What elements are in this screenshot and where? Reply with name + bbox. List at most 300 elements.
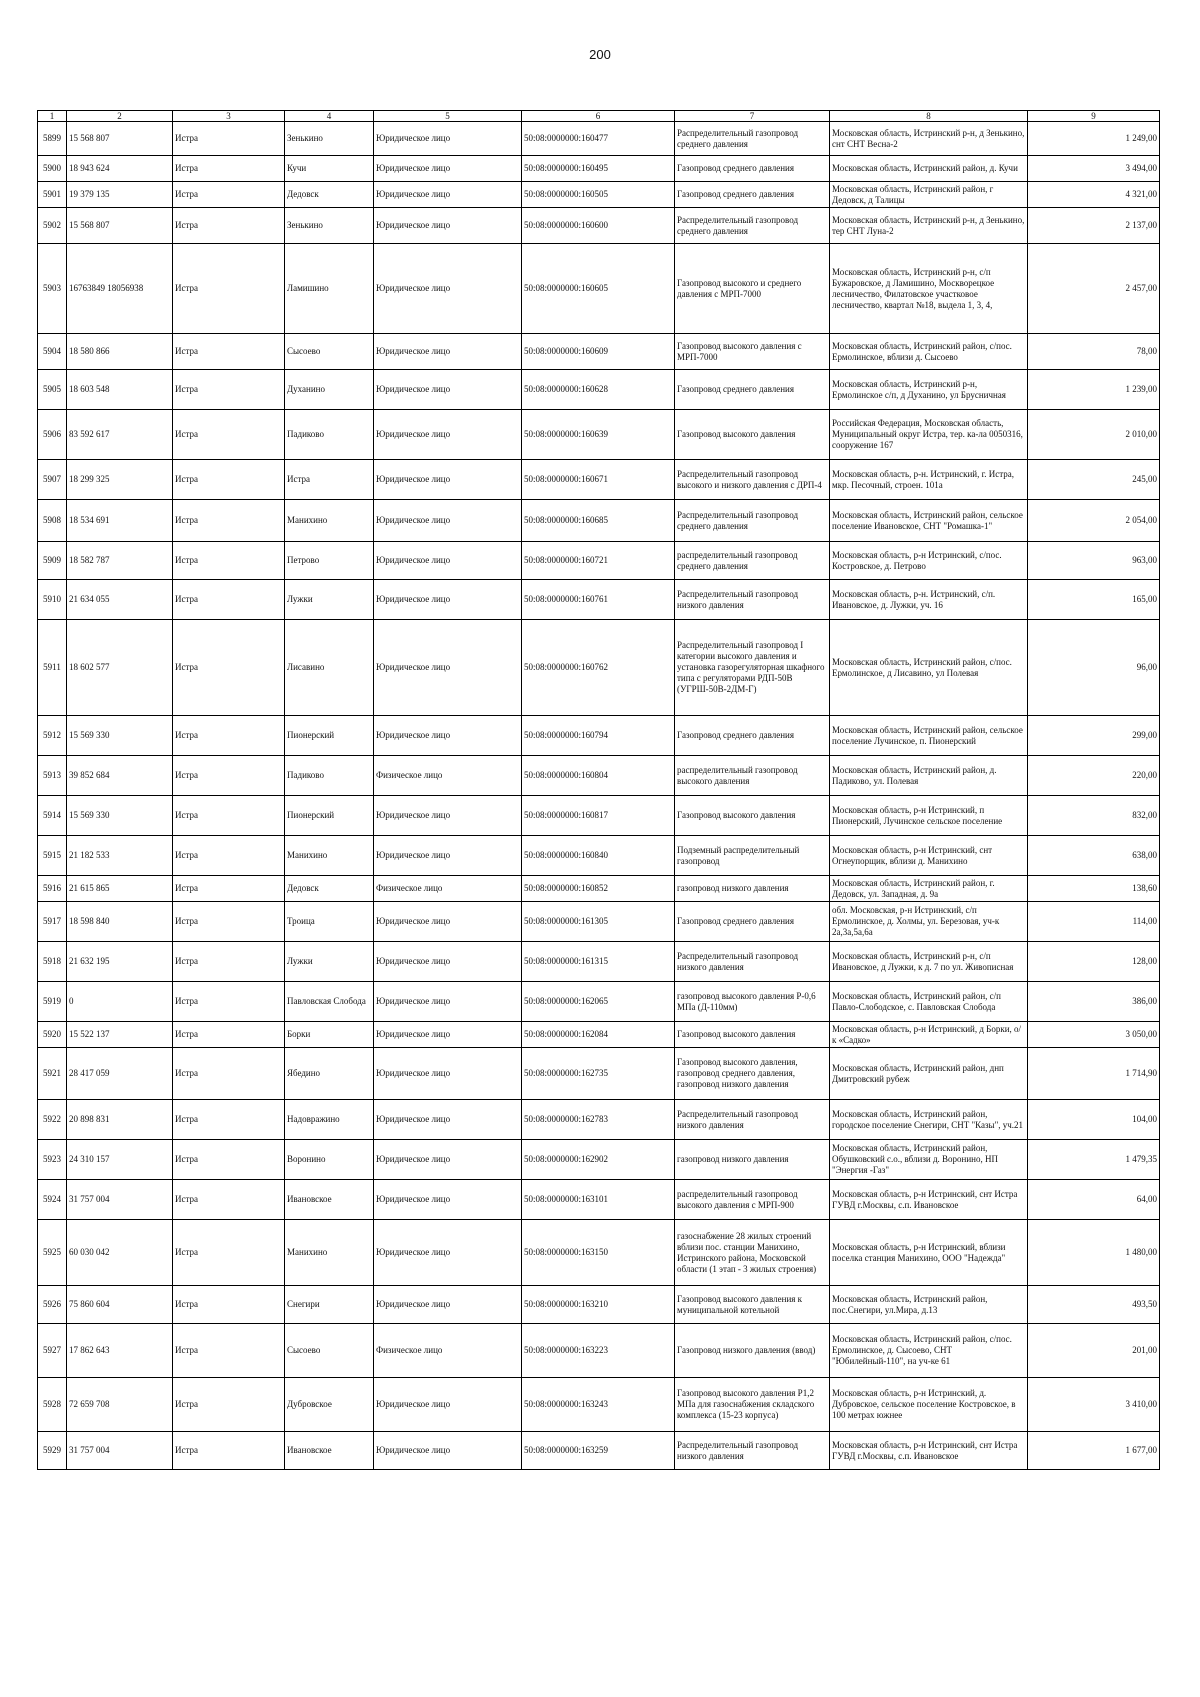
locality-cell: Дедовск — [285, 876, 374, 902]
municipality-cell: Истра — [173, 1180, 285, 1220]
municipality-cell: Истра — [173, 982, 285, 1022]
row-number-cell: 5907 — [38, 460, 67, 500]
object-name-cell: Газопровод высокого давления, газопровод среднего давления, газопровод низкого давления — [675, 1048, 830, 1100]
object-name-cell: Распределительный газопровод высокого и низкого давления с ДРП-4 — [675, 460, 830, 500]
row-number-cell: 5927 — [38, 1324, 67, 1378]
owner-type-cell: Юридическое лицо — [374, 982, 522, 1022]
length-cell: 1 677,00 — [1028, 1432, 1160, 1470]
address-cell: Московская область, Истринский район, Обушковский с.о., вблизи д. Воронино, НП "Энергия -Газ" — [830, 1140, 1028, 1180]
length-cell: 3 410,00 — [1028, 1378, 1160, 1432]
cadastral-number-cell: 50:08:0000000:162783 — [522, 1100, 675, 1140]
object-name-cell: Газопровод высокого давления с МРП-7000 — [675, 334, 830, 370]
municipality-cell: Истра — [173, 460, 285, 500]
length-cell: 832,00 — [1028, 796, 1160, 836]
cadastral-number-cell: 50:08:0000000:161305 — [522, 902, 675, 942]
municipality-cell: Истра — [173, 410, 285, 460]
locality-cell: Сысоево — [285, 334, 374, 370]
address-cell: Московская область, Истринский район, городское поселение Снегири, СНТ "Казы", уч.21 — [830, 1100, 1028, 1140]
row-number-cell: 5901 — [38, 182, 67, 208]
row-number-cell: 5915 — [38, 836, 67, 876]
length-cell: 493,50 — [1028, 1286, 1160, 1324]
length-cell: 2 457,00 — [1028, 244, 1160, 334]
object-name-cell: газоснабжение 28 жилых строений вблизи пос. станции Манихино, Истринского района, Московской области (1 этап - 3 жилых строения) — [675, 1220, 830, 1286]
municipality-cell: Истра — [173, 370, 285, 410]
length-cell: 1 479,35 — [1028, 1140, 1160, 1180]
address-cell: Московская область, Истринский р-н, с/п Ивановское, д Лужки, к д. 7 по ул. Живописная — [830, 942, 1028, 982]
table-row — [38, 208, 1160, 244]
cadastral-number-cell: 50:08:0000000:160804 — [522, 756, 675, 796]
object-name-cell: Газопровод высокого давления к муниципальной котельной — [675, 1286, 830, 1324]
object-name-cell: Подземный распределительный газопровод — [675, 836, 830, 876]
table-row — [38, 460, 1160, 500]
table-row — [38, 1100, 1160, 1140]
cadastral-number-cell: 50:08:0000000:162902 — [522, 1140, 675, 1180]
locality-cell: Ивановское — [285, 1180, 374, 1220]
object-name-cell: распределительный газопровод высокого давления с МРП-900 — [675, 1180, 830, 1220]
inventory-number-cell: 15 569 330 — [67, 716, 173, 756]
owner-type-cell: Юридическое лицо — [374, 156, 522, 182]
table-row — [38, 796, 1160, 836]
table-row — [38, 1286, 1160, 1324]
municipality-cell: Истра — [173, 122, 285, 156]
length-cell: 1 480,00 — [1028, 1220, 1160, 1286]
inventory-number-cell: 18 943 624 — [67, 156, 173, 182]
length-cell: 2 137,00 — [1028, 208, 1160, 244]
address-cell: Московская область, р-н Истринский, п Пионерский, Лучинское сельское поселение — [830, 796, 1028, 836]
locality-cell: Манихино — [285, 1220, 374, 1286]
column-header: 2 — [67, 111, 173, 122]
object-name-cell: Газопровод среднего давления — [675, 370, 830, 410]
municipality-cell: Истра — [173, 208, 285, 244]
address-cell: Московская область, Истринский район, пос.Снегири, ул.Мира, д.13 — [830, 1286, 1028, 1324]
municipality-cell: Истра — [173, 334, 285, 370]
length-cell: 1 714,90 — [1028, 1048, 1160, 1100]
address-cell: Московская область, р-н. Истринский, г. Истра, мкр. Песочный, строен. 101а — [830, 460, 1028, 500]
row-number-cell: 5900 — [38, 156, 67, 182]
inventory-number-cell: 83 592 617 — [67, 410, 173, 460]
length-cell: 2 054,00 — [1028, 500, 1160, 542]
cadastral-number-cell: 50:08:0000000:162735 — [522, 1048, 675, 1100]
table-row — [38, 500, 1160, 542]
owner-type-cell: Юридическое лицо — [374, 580, 522, 620]
locality-cell: Сысоево — [285, 1324, 374, 1378]
owner-type-cell: Юридическое лицо — [374, 836, 522, 876]
municipality-cell: Истра — [173, 756, 285, 796]
table-row — [38, 902, 1160, 942]
object-name-cell: распределительный газопровод среднего давления — [675, 542, 830, 580]
inventory-number-cell: 15 522 137 — [67, 1022, 173, 1048]
row-number-cell: 5899 — [38, 122, 67, 156]
cadastral-number-cell: 50:08:0000000:160762 — [522, 620, 675, 716]
table-row — [38, 370, 1160, 410]
municipality-cell: Истра — [173, 244, 285, 334]
object-name-cell: Газопровод среднего давления — [675, 156, 830, 182]
address-cell: Московская область, Истринский район, днп Дмитровский рубеж — [830, 1048, 1028, 1100]
length-cell: 114,00 — [1028, 902, 1160, 942]
table-row — [38, 942, 1160, 982]
municipality-cell: Истра — [173, 1324, 285, 1378]
table-row — [38, 876, 1160, 902]
owner-type-cell: Юридическое лицо — [374, 208, 522, 244]
inventory-number-cell: 16763849 18056938 — [67, 244, 173, 334]
cadastral-number-cell: 50:08:0000000:163259 — [522, 1432, 675, 1470]
municipality-cell: Истра — [173, 542, 285, 580]
owner-type-cell: Юридическое лицо — [374, 460, 522, 500]
owner-type-cell: Юридическое лицо — [374, 1048, 522, 1100]
municipality-cell: Истра — [173, 1432, 285, 1470]
table-row — [38, 756, 1160, 796]
address-cell: Московская область, р-н. Истринский, с/п. Ивановское, д. Лужки, уч. 16 — [830, 580, 1028, 620]
row-number-cell: 5929 — [38, 1432, 67, 1470]
owner-type-cell: Физическое лицо — [374, 756, 522, 796]
table-row — [38, 542, 1160, 580]
owner-type-cell: Юридическое лицо — [374, 942, 522, 982]
object-name-cell: Распределительный газопровод низкого давления — [675, 580, 830, 620]
column-header: 7 — [675, 111, 830, 122]
municipality-cell: Истра — [173, 796, 285, 836]
locality-cell: Пионерский — [285, 796, 374, 836]
object-name-cell: Газопровод высокого давления — [675, 410, 830, 460]
cadastral-number-cell: 50:08:0000000:160609 — [522, 334, 675, 370]
cadastral-number-cell: 50:08:0000000:163243 — [522, 1378, 675, 1432]
address-cell: Московская область, р-н Истринский, снт Истра ГУВД г.Москвы, с.п. Ивановское — [830, 1180, 1028, 1220]
row-number-cell: 5908 — [38, 500, 67, 542]
locality-cell: Снегири — [285, 1286, 374, 1324]
object-name-cell: Газопровод среднего давления — [675, 182, 830, 208]
address-cell: обл. Московская, р-н Истринский, с/п Ермолинское, д. Холмы, ул. Березовая, уч-к 2а,3а,5а,6а — [830, 902, 1028, 942]
owner-type-cell: Физическое лицо — [374, 1324, 522, 1378]
column-header: 9 — [1028, 111, 1160, 122]
row-number-cell: 5913 — [38, 756, 67, 796]
inventory-number-cell: 39 852 684 — [67, 756, 173, 796]
locality-cell: Лисавино — [285, 620, 374, 716]
cadastral-number-cell: 50:08:0000000:163101 — [522, 1180, 675, 1220]
row-number-cell: 5921 — [38, 1048, 67, 1100]
inventory-number-cell: 18 582 787 — [67, 542, 173, 580]
inventory-number-cell: 60 030 042 — [67, 1220, 173, 1286]
address-cell: Московская область, Истринский район, д. Кучи — [830, 156, 1028, 182]
table-row — [38, 182, 1160, 208]
locality-cell: Манихино — [285, 500, 374, 542]
owner-type-cell: Юридическое лицо — [374, 902, 522, 942]
object-name-cell: газопровод низкого давления — [675, 876, 830, 902]
register-table — [37, 110, 1160, 1470]
row-number-cell: 5924 — [38, 1180, 67, 1220]
locality-cell: Истра — [285, 460, 374, 500]
inventory-number-cell: 18 534 691 — [67, 500, 173, 542]
length-cell: 165,00 — [1028, 580, 1160, 620]
owner-type-cell: Юридическое лицо — [374, 1100, 522, 1140]
length-cell: 1 249,00 — [1028, 122, 1160, 156]
table-row — [38, 122, 1160, 156]
row-number-cell: 5914 — [38, 796, 67, 836]
owner-type-cell: Юридическое лицо — [374, 716, 522, 756]
address-cell: Московская область, р-н Истринский, снт Огнеупорщик, вблизи д. Манихино — [830, 836, 1028, 876]
municipality-cell: Истра — [173, 182, 285, 208]
table-row — [38, 1048, 1160, 1100]
inventory-number-cell: 18 602 577 — [67, 620, 173, 716]
municipality-cell: Истра — [173, 1140, 285, 1180]
table-body — [38, 122, 1160, 1470]
row-number-cell: 5916 — [38, 876, 67, 902]
cadastral-number-cell: 50:08:0000000:160721 — [522, 542, 675, 580]
cadastral-number-cell: 50:08:0000000:163223 — [522, 1324, 675, 1378]
owner-type-cell: Юридическое лицо — [374, 182, 522, 208]
object-name-cell: Газопровод низкого давления (ввод) — [675, 1324, 830, 1378]
cadastral-number-cell: 50:08:0000000:160794 — [522, 716, 675, 756]
object-name-cell: Распределительный газопровод низкого давления — [675, 1100, 830, 1140]
table-row — [38, 620, 1160, 716]
inventory-number-cell: 21 634 055 — [67, 580, 173, 620]
owner-type-cell: Юридическое лицо — [374, 620, 522, 716]
object-name-cell: Газопровод высокого давления Р1,2 МПа для газоснабжения складского комплекса (15-23 корпуса) — [675, 1378, 830, 1432]
address-cell: Московская область, Истринский район, с/пос. Ермолинское, д Лисавино, ул Полевая — [830, 620, 1028, 716]
locality-cell: Кучи — [285, 156, 374, 182]
length-cell: 220,00 — [1028, 756, 1160, 796]
row-number-cell: 5926 — [38, 1286, 67, 1324]
row-number-cell: 5920 — [38, 1022, 67, 1048]
column-header: 6 — [522, 111, 675, 122]
owner-type-cell: Юридическое лицо — [374, 1180, 522, 1220]
locality-cell: Петрово — [285, 542, 374, 580]
owner-type-cell: Юридическое лицо — [374, 796, 522, 836]
owner-type-cell: Юридическое лицо — [374, 542, 522, 580]
inventory-number-cell: 20 898 831 — [67, 1100, 173, 1140]
cadastral-number-cell: 50:08:0000000:160477 — [522, 122, 675, 156]
row-number-cell: 5928 — [38, 1378, 67, 1432]
inventory-number-cell: 24 310 157 — [67, 1140, 173, 1180]
locality-cell: Зенькино — [285, 122, 374, 156]
row-number-cell: 5918 — [38, 942, 67, 982]
row-number-cell: 5925 — [38, 1220, 67, 1286]
owner-type-cell: Юридическое лицо — [374, 410, 522, 460]
length-cell: 299,00 — [1028, 716, 1160, 756]
locality-cell: Падиково — [285, 756, 374, 796]
municipality-cell: Истра — [173, 876, 285, 902]
cadastral-number-cell: 50:08:0000000:160685 — [522, 500, 675, 542]
address-cell: Московская область, р-н Истринский, с/пос. Костровское, д. Петрово — [830, 542, 1028, 580]
cadastral-number-cell: 50:08:0000000:161315 — [522, 942, 675, 982]
table-row — [38, 1432, 1160, 1470]
cadastral-number-cell: 50:08:0000000:162084 — [522, 1022, 675, 1048]
inventory-number-cell: 18 299 325 — [67, 460, 173, 500]
cadastral-number-cell: 50:08:0000000:160671 — [522, 460, 675, 500]
municipality-cell: Истра — [173, 1286, 285, 1324]
row-number-cell: 5912 — [38, 716, 67, 756]
locality-cell: Ламишино — [285, 244, 374, 334]
table-row — [38, 1022, 1160, 1048]
object-name-cell: Газопровод среднего давления — [675, 716, 830, 756]
table-row — [38, 244, 1160, 334]
object-name-cell: распределительный газопровод высокого давления — [675, 756, 830, 796]
table-row — [38, 1140, 1160, 1180]
inventory-number-cell: 17 862 643 — [67, 1324, 173, 1378]
length-cell: 638,00 — [1028, 836, 1160, 876]
table-row — [38, 1220, 1160, 1286]
table-row — [38, 1378, 1160, 1432]
row-number-cell: 5902 — [38, 208, 67, 244]
municipality-cell: Истра — [173, 156, 285, 182]
cadastral-number-cell: 50:08:0000000:162065 — [522, 982, 675, 1022]
object-name-cell: Газопровод высокого давления — [675, 1022, 830, 1048]
address-cell: Московская область, Истринский р-н, д Зенькино, тер СНТ Луна-2 — [830, 208, 1028, 244]
address-cell: Московская область, Истринский район, г Дедовск, д Талицы — [830, 182, 1028, 208]
inventory-number-cell: 15 569 330 — [67, 796, 173, 836]
table-row — [38, 836, 1160, 876]
locality-cell: Манихино — [285, 836, 374, 876]
object-name-cell: Газопровод среднего давления — [675, 902, 830, 942]
locality-cell: Зенькино — [285, 208, 374, 244]
row-number-cell: 5919 — [38, 982, 67, 1022]
table-row — [38, 982, 1160, 1022]
object-name-cell: Распределительный газопровод среднего давления — [675, 122, 830, 156]
municipality-cell: Истра — [173, 580, 285, 620]
length-cell: 3 050,00 — [1028, 1022, 1160, 1048]
municipality-cell: Истра — [173, 902, 285, 942]
owner-type-cell: Юридическое лицо — [374, 1022, 522, 1048]
table-row — [38, 156, 1160, 182]
table-row — [38, 1324, 1160, 1378]
length-cell: 64,00 — [1028, 1180, 1160, 1220]
owner-type-cell: Юридическое лицо — [374, 1220, 522, 1286]
municipality-cell: Истра — [173, 1022, 285, 1048]
row-number-cell: 5923 — [38, 1140, 67, 1180]
length-cell: 4 321,00 — [1028, 182, 1160, 208]
locality-cell: Лужки — [285, 580, 374, 620]
row-number-cell: 5903 — [38, 244, 67, 334]
owner-type-cell: Юридическое лицо — [374, 1378, 522, 1432]
address-cell: Московская область, р-н Истринский, снт Истра ГУВД г.Москвы, с.п. Ивановское — [830, 1432, 1028, 1470]
inventory-number-cell: 72 659 708 — [67, 1378, 173, 1432]
object-name-cell: Распределительный газопровод среднего давления — [675, 500, 830, 542]
owner-type-cell: Юридическое лицо — [374, 334, 522, 370]
locality-cell: Троица — [285, 902, 374, 942]
address-cell: Российская Федерация, Московская область, Муниципальный округ Истра, тер. ка-ла 0050316, сооружение 167 — [830, 410, 1028, 460]
object-name-cell: Распределительный газопровод низкого давления — [675, 1432, 830, 1470]
page-number: 200 — [589, 47, 611, 62]
cadastral-number-cell: 50:08:0000000:160761 — [522, 580, 675, 620]
row-number-cell: 5922 — [38, 1100, 67, 1140]
owner-type-cell: Юридическое лицо — [374, 1286, 522, 1324]
owner-type-cell: Юридическое лицо — [374, 1140, 522, 1180]
address-cell: Московская область, Истринский р-н, д Зенькино, снт СНТ Весна-2 — [830, 122, 1028, 156]
object-name-cell: Газопровод высокого давления — [675, 796, 830, 836]
inventory-number-cell: 31 757 004 — [67, 1180, 173, 1220]
table-row — [38, 716, 1160, 756]
inventory-number-cell: 18 580 866 — [67, 334, 173, 370]
column-header: 5 — [374, 111, 522, 122]
inventory-number-cell: 18 603 548 — [67, 370, 173, 410]
length-cell: 2 010,00 — [1028, 410, 1160, 460]
owner-type-cell: Юридическое лицо — [374, 122, 522, 156]
inventory-number-cell: 21 182 533 — [67, 836, 173, 876]
inventory-number-cell: 75 860 604 — [67, 1286, 173, 1324]
owner-type-cell: Юридическое лицо — [374, 370, 522, 410]
cadastral-number-cell: 50:08:0000000:160605 — [522, 244, 675, 334]
cadastral-number-cell: 50:08:0000000:160600 — [522, 208, 675, 244]
object-name-cell: Распределительный газопровод низкого давления — [675, 942, 830, 982]
row-number-cell: 5917 — [38, 902, 67, 942]
locality-cell: Ивановское — [285, 1432, 374, 1470]
locality-cell: Духанино — [285, 370, 374, 410]
address-cell: Московская область, Истринский р-н, Ермолинское с/п, д Духанино, ул Брусничная — [830, 370, 1028, 410]
locality-cell: Павловская Слобода — [285, 982, 374, 1022]
owner-type-cell: Юридическое лицо — [374, 244, 522, 334]
cadastral-number-cell: 50:08:0000000:160639 — [522, 410, 675, 460]
table-row — [38, 1180, 1160, 1220]
length-cell: 1 239,00 — [1028, 370, 1160, 410]
column-header: 1 — [38, 111, 67, 122]
inventory-number-cell: 21 632 195 — [67, 942, 173, 982]
municipality-cell: Истра — [173, 500, 285, 542]
cadastral-number-cell: 50:08:0000000:160852 — [522, 876, 675, 902]
table-row — [38, 580, 1160, 620]
row-number-cell: 5905 — [38, 370, 67, 410]
inventory-number-cell: 21 615 865 — [67, 876, 173, 902]
locality-cell: Лужки — [285, 942, 374, 982]
municipality-cell: Истра — [173, 942, 285, 982]
cadastral-number-cell: 50:08:0000000:160817 — [522, 796, 675, 836]
cadastral-number-cell: 50:08:0000000:163150 — [522, 1220, 675, 1286]
address-cell: Московская область, Истринский район, с/п Павло-Слободское, с. Павловская Слобода — [830, 982, 1028, 1022]
table-row — [38, 334, 1160, 370]
municipality-cell: Истра — [173, 1048, 285, 1100]
inventory-number-cell: 31 757 004 — [67, 1432, 173, 1470]
inventory-number-cell: 28 417 059 — [67, 1048, 173, 1100]
municipality-cell: Истра — [173, 1220, 285, 1286]
row-number-cell: 5906 — [38, 410, 67, 460]
length-cell: 963,00 — [1028, 542, 1160, 580]
row-number-cell: 5904 — [38, 334, 67, 370]
address-cell: Московская область, Истринский район, с/пос. Ермолинское, вблизи д. Сысоево — [830, 334, 1028, 370]
length-cell: 78,00 — [1028, 334, 1160, 370]
length-cell: 138,60 — [1028, 876, 1160, 902]
cadastral-number-cell: 50:08:0000000:163210 — [522, 1286, 675, 1324]
length-cell: 3 494,00 — [1028, 156, 1160, 182]
locality-cell: Ябедино — [285, 1048, 374, 1100]
locality-cell: Дубровское — [285, 1378, 374, 1432]
cadastral-number-cell: 50:08:0000000:160628 — [522, 370, 675, 410]
locality-cell: Надовражино — [285, 1100, 374, 1140]
address-cell: Московская область, Истринский р-н, с/п Бужаровское, д Ламишино, Москворецкое лесничество, Филатовское участковое лесничество, квартал №18, выдела 1, 3, 4, — [830, 244, 1028, 334]
object-name-cell: Газопровод высокого и среднего давления с МРП-7000 — [675, 244, 830, 334]
length-cell: 96,00 — [1028, 620, 1160, 716]
address-cell: Московская область, Истринский район, д. Падиково, ул. Полевая — [830, 756, 1028, 796]
object-name-cell: газопровод высокого давления Р-0,6 МПа (Д-110мм) — [675, 982, 830, 1022]
owner-type-cell: Юридическое лицо — [374, 500, 522, 542]
locality-cell: Пионерский — [285, 716, 374, 756]
owner-type-cell: Физическое лицо — [374, 876, 522, 902]
cadastral-number-cell: 50:08:0000000:160495 — [522, 156, 675, 182]
length-cell: 386,00 — [1028, 982, 1160, 1022]
municipality-cell: Истра — [173, 836, 285, 876]
column-header: 8 — [830, 111, 1028, 122]
length-cell: 104,00 — [1028, 1100, 1160, 1140]
header-row — [38, 111, 1160, 122]
cadastral-number-cell: 50:08:0000000:160505 — [522, 182, 675, 208]
object-name-cell: Распределительный газопровод I категории высокого давления и установка газорегуляторная шкафного типа с регуляторами РДП-50В (УГРШ-50В-2ДМ-Г) — [675, 620, 830, 716]
length-cell: 128,00 — [1028, 942, 1160, 982]
address-cell: Московская область, Истринский район, с/пос. Ермолинское, д. Сысоево, СНТ "Юбилейный-110", на уч-ке 61 — [830, 1324, 1028, 1378]
object-name-cell: Распределительный газопровод среднего давления — [675, 208, 830, 244]
row-number-cell: 5909 — [38, 542, 67, 580]
length-cell: 245,00 — [1028, 460, 1160, 500]
column-header: 3 — [173, 111, 285, 122]
address-cell: Московская область, Истринский район, сельское поселение Ивановское, СНТ "Ромашка-1" — [830, 500, 1028, 542]
locality-cell: Падиково — [285, 410, 374, 460]
address-cell: Московская область, Истринский район, г. Дедовск, ул. Западная, д. 9а — [830, 876, 1028, 902]
address-cell: Московская область, Истринский район, сельское поселение Лучинское, п. Пионерский — [830, 716, 1028, 756]
